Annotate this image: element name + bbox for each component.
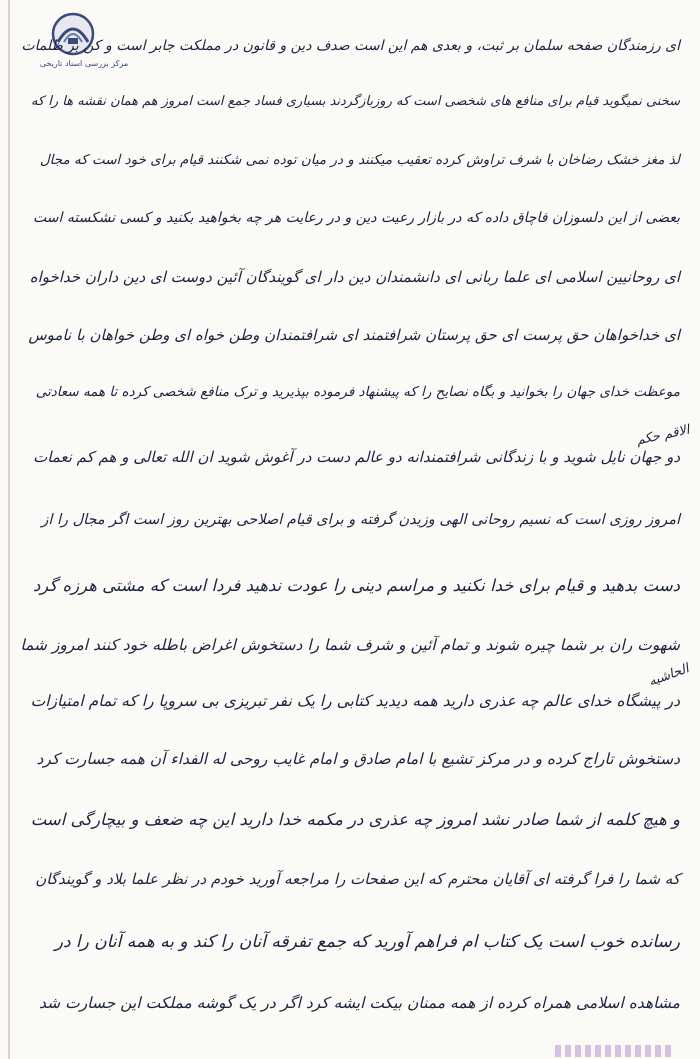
manuscript-line-17: مشاهده اسلامی همراه کرده از همه ممنان بیکت ایشه کرد اگر در یک گوشه مملکت این جسارت شد (39, 994, 680, 1012)
manuscript-line-7: موعظت خدای جهان را بخوانید و بگاه نصایح را که پیشنهاد فرموده بپذیرید و ترک منافع شخصی کرده تا همه سعادتی (35, 384, 680, 400)
manuscript-line-12: در پیشگاه خدای عالم چه عذری دارید همه دیدید کتابی را یک نفر تبریزی بی سروپا را که تمام امتیازات (30, 692, 680, 710)
manuscript-line-10: دست بدهید و قیام برای خدا نکنید و مراسم دینی را عودت ندهید فردا است که مشتی هرزه گرد (32, 576, 680, 595)
archive-caption: مرکز بررسی اسناد تاریخی (39, 59, 129, 68)
manuscript-line-16: رسانده خوب است یک کتاب ام فراهم آورید که جمع تفرقه آنان را کند و به همه آنان را در (54, 932, 680, 952)
manuscript-line-14: و هیچ کلمه از شما صادر نشد امروز چه عذری در مکمه خدا دارید این چه ضعف و بیچارگی است (30, 810, 680, 829)
manuscript-line-4: بعضی از این دلسوزان فاچاق داده که در بازار رعیت دین و در رعایت هر چه بخواهید بکنید و کسی نشکسته است (33, 210, 680, 226)
page-edge-mark (555, 1045, 675, 1057)
manuscript-line-15: که شما را فرا گرفته ای آقایان محترم که این صفحات را مراجعه آورید خودم در نظر علما بلاد و گویندگان (35, 870, 680, 888)
manuscript-line-9: امروز روزی است که نسیم روحانی الهی وزیدن گرفته و برای قیام اصلاحی بهترین روز است اگر مجال را از (41, 512, 680, 528)
margin-note-1: الاقم حکم (635, 422, 691, 449)
manuscript-line-8: دو جهان نایل شوید و با زندگانی شرافتمندانه دو عالم دست در آغوش شوید ان الله تعالی و هم کم نعمات (33, 448, 680, 466)
margin-note-2: الحاشیه (646, 661, 692, 690)
manuscript-line-3: لذ مغز خشک رضاخان با شرف تراوش کرده تعقیب میکنند و در میان توده نمی شکنند قیام برای خود است که مجال (39, 152, 680, 168)
manuscript-line-5: ای روحانیین اسلامی ای علما ربانی ای دانشمندان دین دار ای گویندگان آئین دوست ای دین داران خداخواه (29, 268, 680, 286)
manuscript-line-6: ای خداخواهان حق پرست ای حق پرستان شرافتمند ای شرافتمندان وطن خواه ای وطن خواهان با ناموس (28, 326, 680, 344)
manuscript-line-13: دستخوش تاراج کرده و در مرکز تشیع با امام صادق و امام غایب روحی له الفداء آن همه جسارت کرد (36, 750, 680, 768)
margin-rule (8, 0, 10, 1059)
manuscript-line-1: ای رزمندگان صفحه سلمان بر ثبت، و بعدی هم این است صدف دین و قانون در مملکت جابر است و کن بر ظلمات (21, 38, 680, 54)
manuscript-body (18, 28, 690, 1038)
manuscript-line-11: شهوت ران بر شما چیره شوند و تمام آئین و شرف شما را دستخوش اغراض باطله خود کنند امروز شما (20, 636, 680, 654)
manuscript-line-2: سخنی نمیگوید قیام برای منافع های شخصی است که روزبازگردند بسیاری فساد جمع است امروز هم همان نقشه ها را که (30, 94, 680, 109)
